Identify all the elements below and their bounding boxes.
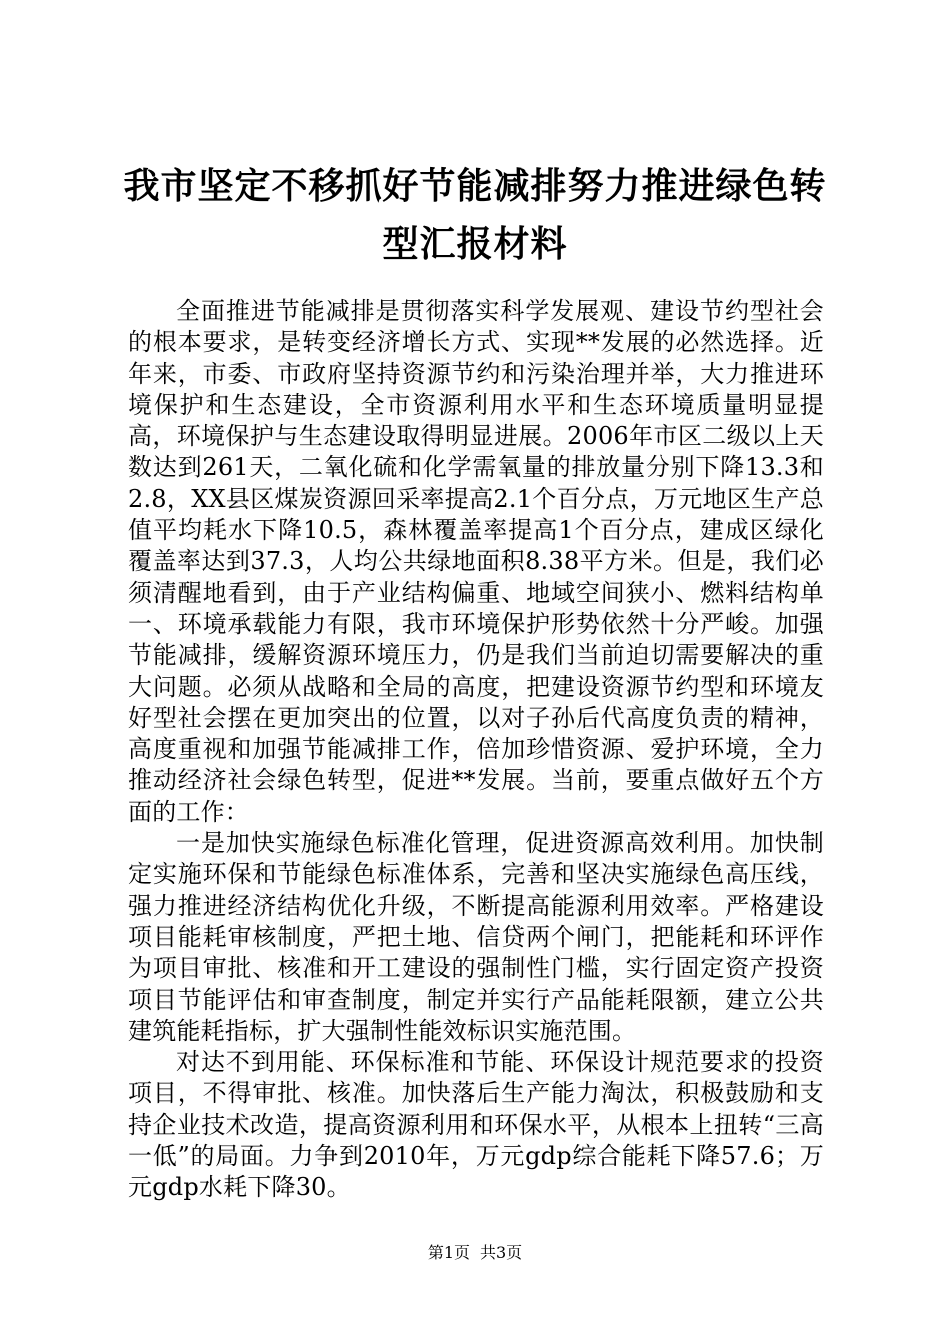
page-number-total: 共3页 (480, 1243, 523, 1262)
paragraph-point-one: 一是加快实施绿色标准化管理，促进资源高效利用。加快制定实施环保和节能绿色标准体系，完善和坚决实施绿色高压线，强力推进经济结构优化升级，不断提高能源利用效率。严格建设项目能耗审核制度，严把土地、信贷两个闸门，把能耗和环评作为项目审批、核准和开工建设的强制性门槛，实行固定资产投资项目节能评估和审查制度，制定并实行产品能耗限额，建立公共建筑能耗指标，扩大强制性能效标识实施范围。 (128, 829, 824, 1045)
paragraph-project-approval: 对达不到用能、环保标准和节能、环保设计规范要求的投资项目，不得审批、核准。加快落后生产能力淘汰，积极鼓励和支持企业技术改造，提高资源利用和环保水平，从根本上扭转“三高一低”的局面。力争到2010年，万元gdp综合能耗下降57.6；万元gdp水耗下降30。 (128, 1048, 824, 1202)
paragraph-intro: 全面推进节能减排是贯彻落实科学发展观、建设节约型社会的根本要求，是转变经济增长方式、实现**发展的必然选择。近年来，市委、市政府坚持资源节约和污染治理并举，大力推进环境保护和生态建设，全市资源利用水平和生态环境质量明显提高，环境保护与生态建设取得明显进展。2006年市区二级以上天数达到261天，二氧化硫和化学需氧量的排放量分别下降13.3和2.8，XX县区煤炭资源回采率提高2.1个百分点，万元地区生产总值平均耗水下降10.5，森林覆盖率提高1个百分点，建成区绿化覆盖率达到37.3，人均公共绿地面积8.38平方米。但是，我们必须清醒地看到，由于产业结构偏重、地域空间狭小、燃料结构单一、环境承载能力有限，我市环境保护形势依然十分严峻。加强节能减排，缓解资源环境压力，仍是我们当前迫切需要解决的重大问题。必须从战略和全局的高度，把建设资源节约型和环境友好型社会摆在更加突出的位置，以对子孙后代高度负责的精神，高度重视和加强节能减排工作，倍加珍惜资源、爱护环境，全力推动经济社会绿色转型，促进**发展。当前，要重点做好五个方面的工作： (128, 297, 824, 826)
page-number-current: 第1页 (427, 1243, 470, 1262)
page-footer (0, 1243, 950, 1263)
document-body (128, 296, 824, 1204)
document-title: 我市坚定不移抓好节能减排努力推进绿色转型汇报材料 (123, 166, 827, 265)
